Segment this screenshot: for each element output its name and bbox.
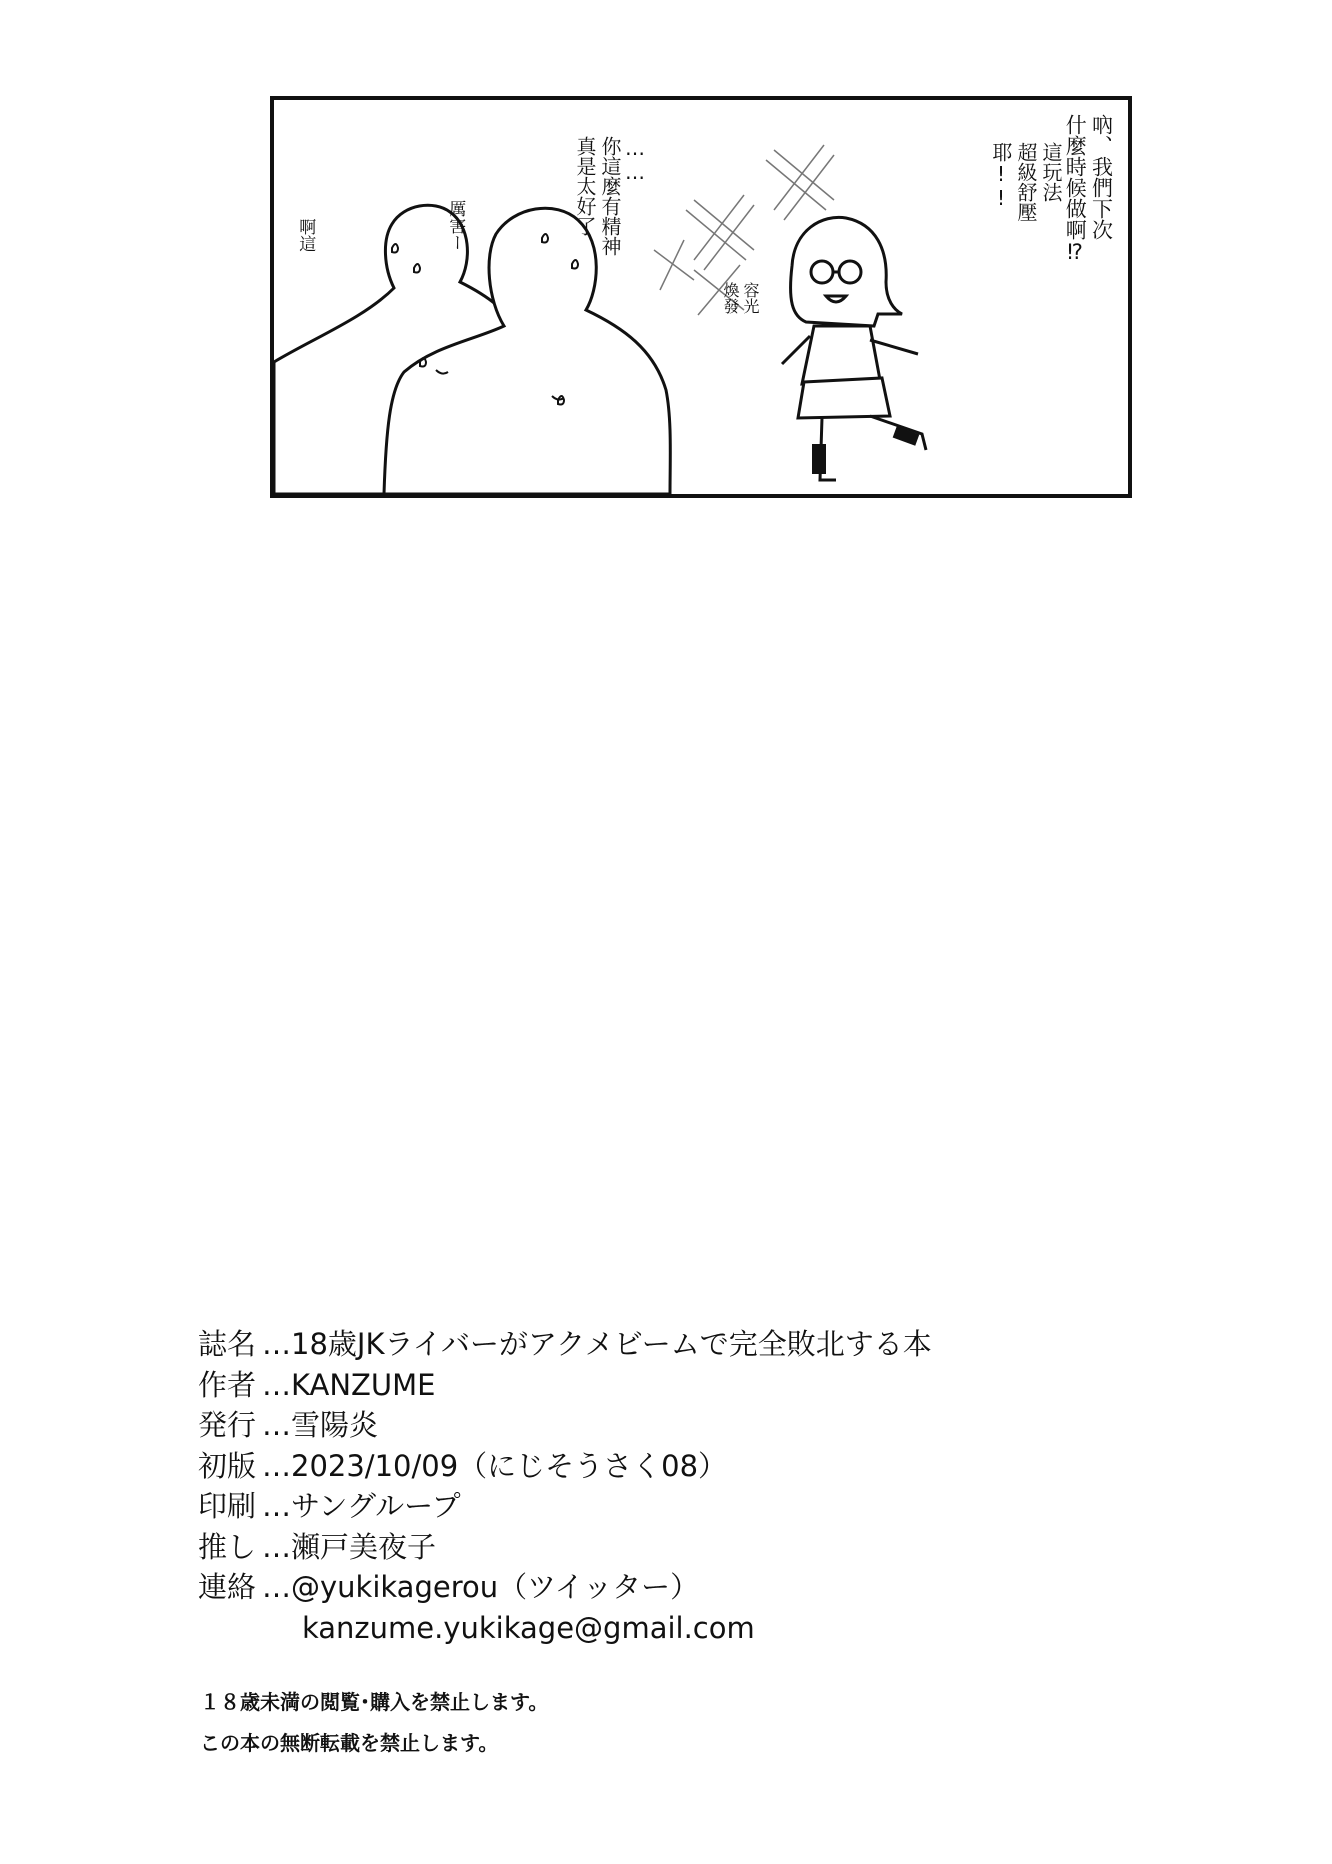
sfx-line: 容光 xyxy=(741,282,760,314)
comic-panel xyxy=(270,96,1132,498)
bubble-line: 真是太好了 xyxy=(573,136,597,236)
bubble-line: 吶、我們下次 xyxy=(1089,114,1114,240)
speech-bubble-man xyxy=(572,136,647,256)
colophon-key: 推し xyxy=(198,1529,257,1564)
bubble-line: 你這麼有精神 xyxy=(598,136,622,256)
colophon-separator: … xyxy=(262,1367,291,1402)
colophon-row-printer xyxy=(198,1486,1098,1527)
speech-bubble-girl-a xyxy=(1062,114,1115,264)
colophon-separator: … xyxy=(262,1408,291,1442)
colophon-value: KANZUME xyxy=(291,1367,436,1402)
reprint-prohibition-notice: この本の無断転載を禁止します。 xyxy=(200,1731,499,1755)
colophon-separator: … xyxy=(262,1327,291,1361)
bubble-line: 超級舒壓 xyxy=(1014,142,1038,222)
colophon-value: 雪陽炎 xyxy=(291,1408,379,1442)
bubble-line: 什麼時候做啊⁉ xyxy=(1063,114,1088,264)
legal-notices xyxy=(200,1682,1100,1764)
colophon-separator: … xyxy=(262,1570,291,1604)
colophon-value: サングループ xyxy=(291,1489,461,1523)
colophon-row-email xyxy=(198,1608,1098,1649)
colophon-value: @yukikagerou（ツイッター） xyxy=(291,1570,700,1604)
colophon-separator: … xyxy=(262,1529,291,1564)
colophon-row-publisher xyxy=(198,1405,1098,1446)
remark-line: 啊這 xyxy=(295,218,316,252)
sfx-line: 煥發 xyxy=(721,282,740,314)
contact-email: kanzume.yukikage@gmail.com xyxy=(302,1610,755,1645)
man-right-remark xyxy=(444,200,465,251)
bubble-line: …… xyxy=(623,136,647,184)
colophon-row-title xyxy=(198,1324,1098,1365)
colophon-key: 初版 xyxy=(198,1448,257,1483)
colophon-key: 発行 xyxy=(198,1408,257,1442)
colophon-row-author xyxy=(198,1365,1098,1406)
colophon-row-first-edition xyxy=(198,1446,1098,1487)
colophon-key: 印刷 xyxy=(198,1489,257,1523)
remark-line: 厲害ー xyxy=(445,200,466,251)
bubble-line: 這玩法 xyxy=(1039,142,1063,202)
sfx-glow xyxy=(720,282,760,314)
colophon-value: 瀬戸美夜子 xyxy=(291,1529,437,1564)
colophon-value: 2023/10/09（にじそうさく08） xyxy=(291,1448,728,1483)
colophon-separator: … xyxy=(262,1489,291,1523)
colophon-row-favorite xyxy=(198,1527,1098,1568)
colophon-key: 作者 xyxy=(198,1367,257,1402)
colophon-separator: … xyxy=(262,1448,291,1483)
colophon xyxy=(198,1324,1098,1648)
bubble-line: 耶!! xyxy=(989,142,1013,210)
colophon-key: 誌名 xyxy=(198,1327,257,1361)
man-left-remark xyxy=(294,218,315,252)
colophon-key: 連絡 xyxy=(198,1570,257,1604)
colophon-value: 18歳JKライバーがアクメビームで完全敗北する本 xyxy=(291,1327,932,1361)
speech-bubble-girl-b xyxy=(988,142,1063,222)
colophon-row-contact xyxy=(198,1567,1098,1608)
age-restriction-notice: １８歳未満の閲覧･購入を禁止します。 xyxy=(200,1690,549,1714)
